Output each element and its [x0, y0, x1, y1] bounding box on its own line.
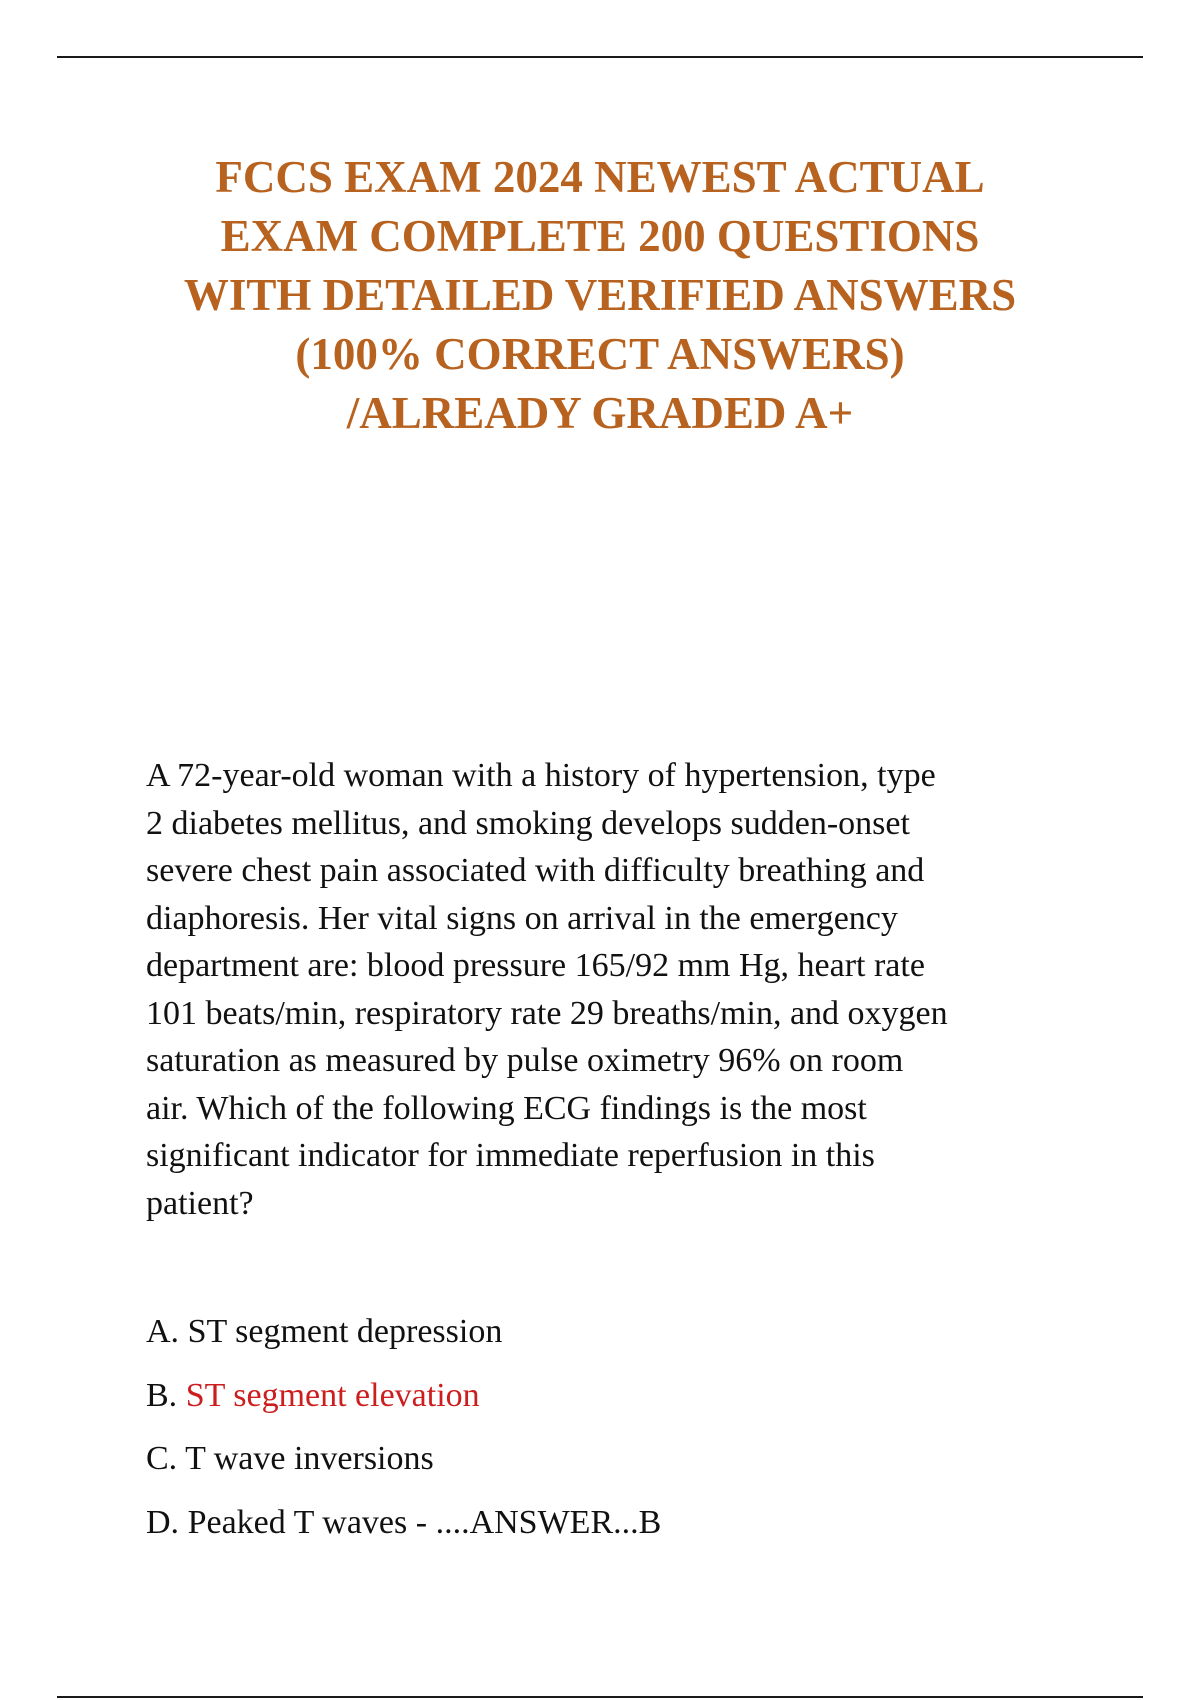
option-letter: A. [146, 1313, 188, 1350]
answer-options [146, 1309, 1066, 1563]
option-a [146, 1309, 1066, 1373]
document-title [100, 148, 1100, 443]
option-letter: C. [146, 1440, 186, 1477]
question-line: department are: blood pressure 165/92 mm Hg, heart rate [146, 947, 925, 984]
option-letter: D. [146, 1503, 188, 1541]
title-line: (100% CORRECT ANSWERS) [295, 329, 905, 379]
option-text: ST segment depression [187, 1313, 503, 1350]
question-line: air. Which of the following ECG findings is the most [146, 1089, 867, 1127]
question-line: severe chest pain associated with difficulty breathing and [146, 852, 925, 889]
question-line: diaphoresis. Her vital signs on arrival in the emergency [146, 899, 898, 937]
title-line: FCCS EXAM 2024 NEWEST ACTUAL [215, 152, 985, 202]
question-text [146, 752, 1066, 1227]
bottom-rule [57, 1696, 1143, 1698]
question-line: saturation as measured by pulse oximetry 96% on room [146, 1042, 904, 1079]
option-c [146, 1436, 1066, 1500]
question-line: A 72-year-old woman with a history of hypertension, type [146, 757, 936, 794]
option-letter: B. [146, 1376, 186, 1414]
option-text: Peaked T waves - ....ANSWER...B [187, 1503, 662, 1541]
option-d [146, 1500, 1066, 1564]
option-text: T wave inversions [185, 1440, 434, 1477]
question-line: 101 beats/min, respiratory rate 29 breaths/min, and oxygen [146, 994, 948, 1032]
question-line: 2 diabetes mellitus, and smoking develops sudden-onset [146, 804, 910, 842]
top-rule [57, 56, 1143, 58]
option-b [146, 1373, 1066, 1437]
title-line: WITH DETAILED VERIFIED ANSWERS [183, 270, 1017, 320]
title-line: /ALREADY GRADED A+ [346, 388, 854, 438]
correct-option-text: ST segment elevation [185, 1376, 480, 1414]
question-line: significant indicator for immediate reperfusion in this [146, 1137, 875, 1174]
question-line: patient? [146, 1184, 254, 1222]
title-line: EXAM COMPLETE 200 QUESTIONS [220, 211, 980, 261]
